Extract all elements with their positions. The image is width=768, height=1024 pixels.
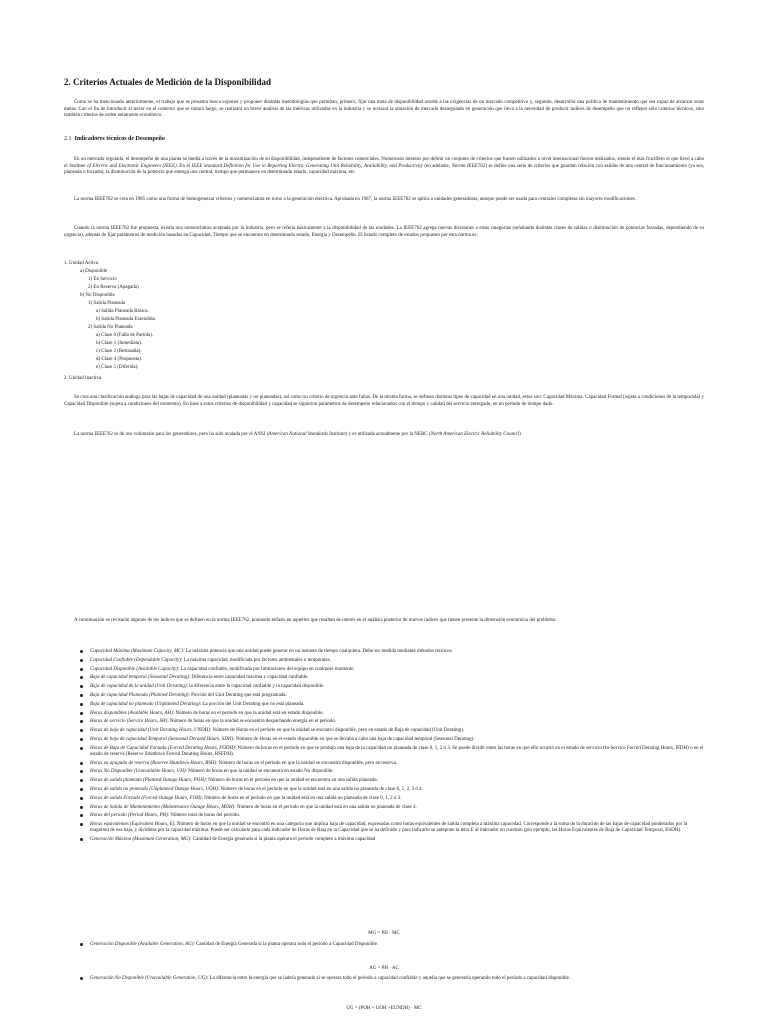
list-item <box>64 711 704 717</box>
list-item <box>64 769 704 775</box>
formula-ag: AG = PH · AC <box>369 966 399 971</box>
classification-list <box>64 260 704 372</box>
index-term: Generación Máxima (Maximum Generation, MG) <box>90 836 191 842</box>
paragraph-voluntary: La norma IEEE762 es de uso voluntario para los generadores, pero ha sido avalada por el ANSI (American National Standards Institute) y es utilizada actualmente por la NERC (North American Electric Reliability Council) <box>74 432 521 437</box>
intro-paragraph: Como se ha mencionado anteriormente, el trabajo que se presenta busca exponer y proponer distintas metodologías que permitan, primero, fijar una meta de disponibilidad acorde a las exigencias de un mercado competitivo y, segundo, desarrollar una política de mantenimiento que sea capaz de alcanzar estas metas. Con el fin de introducir al lector en el contexto que se tratará luego, se realizará un breve análisis de las métricas utilizadas en la industria y se revisará la situación de mercado desregulado en generación que lleva a la necesidad de producir índices de desempeño que no reflejen sólo criterios técnicos, sino también criterios de orden netamente económico. <box>64 100 704 118</box>
list-item: Generación No Disponible (Unavailable Generation, UG): La diferencia entre la energía que se habría generado si se operara todo el período a capacidad confiable y aquella que se generaría operando todo el período a capacidad disponible. <box>64 976 704 982</box>
classification-item: a) Clase 0 (Falla de Partida). <box>96 333 154 338</box>
classification-item: a) Salida Planeada Básica. <box>96 309 149 314</box>
index-term: Capacidad Disponible (Available Capacity) <box>90 666 178 672</box>
subsection-heading <box>64 136 704 142</box>
bullet-icon <box>80 729 83 732</box>
list-item <box>64 837 704 843</box>
index-definition: : Número de horas en el período en que la unidad se encuentra disponible, pero en reserva. <box>216 760 398 766</box>
index-term: Horas equivalentes (Equivalent Hours, E) <box>90 822 175 828</box>
bullet-icon <box>80 823 83 826</box>
index-term: Baja de capacidad de la unidad (Unit Derating) <box>90 684 187 690</box>
formula-ug: UG = (POH + UOH +EUNDH) · MC <box>346 1006 422 1011</box>
paragraph-ieee762: La norma IEEE762 se crea en 1985 como una forma de homogeneizar criterios y nomenclatura en torno a la generación eléctrica. Aprobada en 1987, la norma IEEE762 se aplica a unidades generadoras, aunque puede ser usada para centrales completas sin mayores modificaciones. <box>74 197 636 202</box>
bullet-icon <box>80 720 83 723</box>
index-term: Horas de baja de capacidad (Unit Derating Hours, UNDH) <box>90 728 210 734</box>
index-term: Horas de servicio (Service Hours, SH) <box>90 719 168 725</box>
bullet-icon <box>80 806 83 809</box>
index-definition: : Número de horas en el período en que se produjo una baja de la capacidad no planeada de clase 0, 1, 2 ó 3. Se puede dividir entre las horas en que ello ocurrió en el estado de servicio (In-Service Forced Derating Hours, IFDH) o en el estado de reserva (Reserve Shutdown Forced Derating Hours, RSFDH). <box>90 745 704 757</box>
list-item <box>64 746 704 758</box>
list-item: Generación Disponible (Available Generation, AG): Cantidad de Energía Generada si la planta operara todo el período a Capacidad Disponible. <box>64 942 704 948</box>
bullet-icon <box>80 943 83 946</box>
index-definition: : Número de horas en el período en que la unidad se encuentra en una salida planeada. <box>205 778 378 784</box>
bullet-icon <box>80 762 83 765</box>
list-item <box>64 822 704 834</box>
classification-item: 1) En Servicio <box>88 277 117 282</box>
index-term: Horas de salida no planeada (Unplanned Outage Hours, UOH) <box>90 786 218 792</box>
bullet-icon <box>80 738 83 741</box>
bullet-icon <box>80 694 83 697</box>
index-term: Capacidad Máxima (Maximum Capacity, MC) <box>90 649 184 654</box>
bullet-icon <box>80 712 83 715</box>
index-term: Baja de capacidad no planeada (Unplanned Derating) <box>90 701 200 707</box>
index-definition: : La capacidad confiable, modificada por limitaciones del equipo en cualquier momento <box>177 666 354 672</box>
subsection-title: Indicadores técnicos de Desempeño <box>74 136 165 142</box>
bullet-icon <box>80 977 83 980</box>
list-item <box>64 702 704 708</box>
unit-inactive: 2. Unidad Inactiva. <box>64 376 103 381</box>
classification-item: a) Disponible <box>80 269 108 274</box>
indices-list <box>64 649 704 846</box>
index-definition: : Diferencia entre capacidad máxima y capacidad confiable. <box>188 675 309 681</box>
classification-item: 1) Salida Planeada <box>88 301 126 306</box>
classification-item: d) Clase 4 (Pospuesta). <box>96 357 143 362</box>
paragraph-market: En un mercado regulado, el desempeño de una planta se media a través de la maximización de su disponibilidad, independiente de factores comerciales. Numerosos intentos por definir un conjunto de criterios que fuesen utilizados a nivel internacional fueron realizados, siendo el más fructífero el que llevó a cabo el Institute of Electric and Electronic Engineers (IEEE). En el IEEE Standard Definition for Use in Reporting Electric Generating Unit Reliability, Availability, and Productivity (en adelante, Norma IEEE762) se define una serie de criterios que guardan relación con salidas de una central de funcionamiento (ya sea, planeada o forzada), la disminución de la potencia que entrega una central, tiempo que permanece en determinado estado, capacidad máxima, etc. <box>64 157 704 175</box>
classification-item: b) No Disponible <box>80 293 115 298</box>
list-item <box>64 649 704 655</box>
list-item <box>64 667 704 673</box>
index-term: Horas en apagado de reserva (Reserve Shutdown Hours, RSH) <box>90 760 217 766</box>
index-term: Baja de capacidad Planeada (Planned Derating) <box>90 692 189 698</box>
list-item <box>64 813 704 819</box>
list-item <box>64 778 704 784</box>
index-definition: : Número de horas en el período en que la unidad está en una salida no planeada de clase 4. <box>234 804 417 810</box>
ag-list <box>64 942 704 951</box>
index-definition: : Número de horas en el período en que la unidad está en una salida no planeada de clase 0, 1, 2 ó 3. <box>201 795 402 801</box>
index-term: Horas del período (Period Hours, PH) <box>90 813 168 819</box>
list-item <box>64 719 704 725</box>
bullet-icon <box>80 770 83 773</box>
bullet-icon <box>80 659 83 662</box>
list-item <box>64 796 704 802</box>
list-item <box>64 787 704 793</box>
list-item <box>64 693 704 699</box>
paragraph-states: Cuando la norma IEEE762 fue propuesta, existía una nomenclatura aceptada por la industria, pero se refería básicamente a la disponibilidad de las unidades. La IEEE762 agrega nuevas divisiones a estas categorías (señalando distintas clases de salidas o disminución de potencias forzadas, dependiendo de su urgencia), además de fijar parámetros de medición basados en Capacidad, Tiempo que se encuentre en determinado estado, Energía y Desempeño. El listado completo de estados propuesto por esta norma es: <box>64 226 704 238</box>
index-definition: : la diferencia entre la capacidad confiable y la capacidad disponible. <box>186 684 325 690</box>
bullet-icon <box>80 685 83 688</box>
classification-item: 2) Salida No Planeada <box>88 325 133 330</box>
index-term: Horas de salida Forzada (Forced Outage Hours, FOH) <box>90 795 202 801</box>
list-item <box>64 805 704 811</box>
index-definition: : Número total de horas del período. <box>167 813 241 819</box>
bullet-icon <box>80 838 83 841</box>
paragraph-derating: Se crea una clasificación análoga para las bajas de capacidad de una unidad (planeadas y no planeadas), así como un criterio de urgencia ante fallas. De la misma forma, se definen distintos tipos de capacidad en una unidad, estos son: Capacidad Máxima, Capacidad Formal (sujeta a condiciones de la temporada) y Capacidad Disponible (sujeta a condiciones del momento). En base a estos criterios de disponibilidad y capacidad se siguieron parámetros de desempeño relacionados con el tiempo y calidad del servicio entregado, en un período de tiempo dado. <box>64 395 704 407</box>
ug-list <box>64 976 704 985</box>
classification-item: e) Clase 5 (Diferida). <box>96 365 139 370</box>
index-definition: : Número de horas en el período en que la unidad está en estado disponible. <box>172 710 324 716</box>
list-item <box>64 684 704 690</box>
index-term: Horas de Baja de Capacidad Forzada (Forced Derating Hours, FODH) <box>90 745 235 751</box>
index-definition: : Número de horas en que la unidad se encuentra despachando energía en el período. <box>167 719 337 725</box>
classification-item: 1. Unidad Activa <box>64 261 99 266</box>
bullet-icon <box>80 814 83 817</box>
bullet-icon <box>80 703 83 706</box>
list-item <box>64 737 704 743</box>
index-term: Horas de baja de capacidad Temporal (Seasonal Derated Hours, SDH) <box>90 736 234 742</box>
index-term: Horas de salida planeada (Planned Outage Hours, POH) <box>90 778 206 784</box>
index-definition: : La máxima capacidad, modificada por factores ambientales o temporales. <box>180 657 331 663</box>
index-definition: : Cantidad de Energía generada si la planta operara el período completo a máxima capacidad <box>190 836 376 842</box>
index-definition: : Número de horas en que la unidad se encontró en una categoría que implica baja de capacidad, expresadas como horas equivalentes de salida completa a máxima capacidad. Corresponde a la suma de la duración de las bajas de capacidad ponderados por la magnitud de esa baja, y divididas por la capacidad máxima. Puede ser calculado para cada indicador de Horas de Baja en la Capacidad que se ha definido y para indicarlo se antepone la letra E al indicador en cuestión (por ejemplo, las Horas Equivalentes de Baja de Capacidad Temporal, ESDH). <box>90 822 688 834</box>
bullet-icon <box>80 668 83 671</box>
list-item <box>64 675 704 681</box>
index-term: Horas disponibles (Available Hours, AH) <box>90 710 173 716</box>
index-term: Baja de capacidad temporal (Seasonal Derating) <box>90 675 189 681</box>
formula-mg: MG = PH · MC <box>368 931 400 936</box>
index-definition: : Número de horas en el período en que la unidad está en una salida no planeada de clase 0, 1, 2, 3 ó 4. <box>217 786 423 792</box>
bullet-icon <box>80 650 83 653</box>
index-definition: : Número de horas en que la unidad se encuentra en estado No disponible. <box>185 769 334 775</box>
index-term: Horas No Disponible (Unavailable Hours, UH) <box>90 769 186 775</box>
index-term: Capacidad Confiable (Dependable Capacity) <box>90 657 181 663</box>
bullet-icon <box>80 779 83 782</box>
classification-item: b) Salida Planeada Extendida. <box>96 317 156 322</box>
paragraph-indices-intro: A continuación se revisarán algunos de los índices que se definen en la norma IEEE762, poniendo énfasis en aquellos que resultan de interés en el análisis posterior de nuevos índices que tienen presente la dimensión económica del problema <box>74 618 556 623</box>
list-item <box>64 761 704 767</box>
classification-item: c) Clase 2 (Retrasada). <box>96 349 142 354</box>
index-term: Horas de Salida de Mantenimiento (Maintenance Outage Hours, MOH) <box>90 804 235 810</box>
index-definition: : Número de Horas en el período en que la unidad se encontró disponible, pero en estado de Baja de capacidad (Unit Derating). <box>209 728 465 734</box>
index-definition: : Número de Horas en el estado disponible en que se llevaba a cabo una baja de capacidad temporal (Seasonal Derating). <box>233 736 475 742</box>
subsection-number: 2.1 <box>64 136 72 142</box>
index-definition: : Porción del Unit Derating que está programada. <box>188 692 287 698</box>
bullet-icon <box>80 788 83 791</box>
classification-item: 2) En Reserva (Apagada) <box>88 285 139 290</box>
list-item <box>64 658 704 664</box>
index-definition: : La máxima potencia que una unidad puede generar en un instante de tiempo cualquiera. Debe ser medida mediante métodos técnicos. <box>183 649 453 654</box>
list-item <box>64 728 704 734</box>
bullet-icon <box>80 797 83 800</box>
bullet-icon <box>80 747 83 750</box>
section-heading: 2. Criterios Actuales de Medición de la Disponibilidad <box>64 77 272 87</box>
index-definition: : La porción del Unit Derating que no está planeada. <box>199 701 305 707</box>
bullet-icon <box>80 676 83 679</box>
classification-item: b) Clase 1 (Inmediata). <box>96 341 143 346</box>
